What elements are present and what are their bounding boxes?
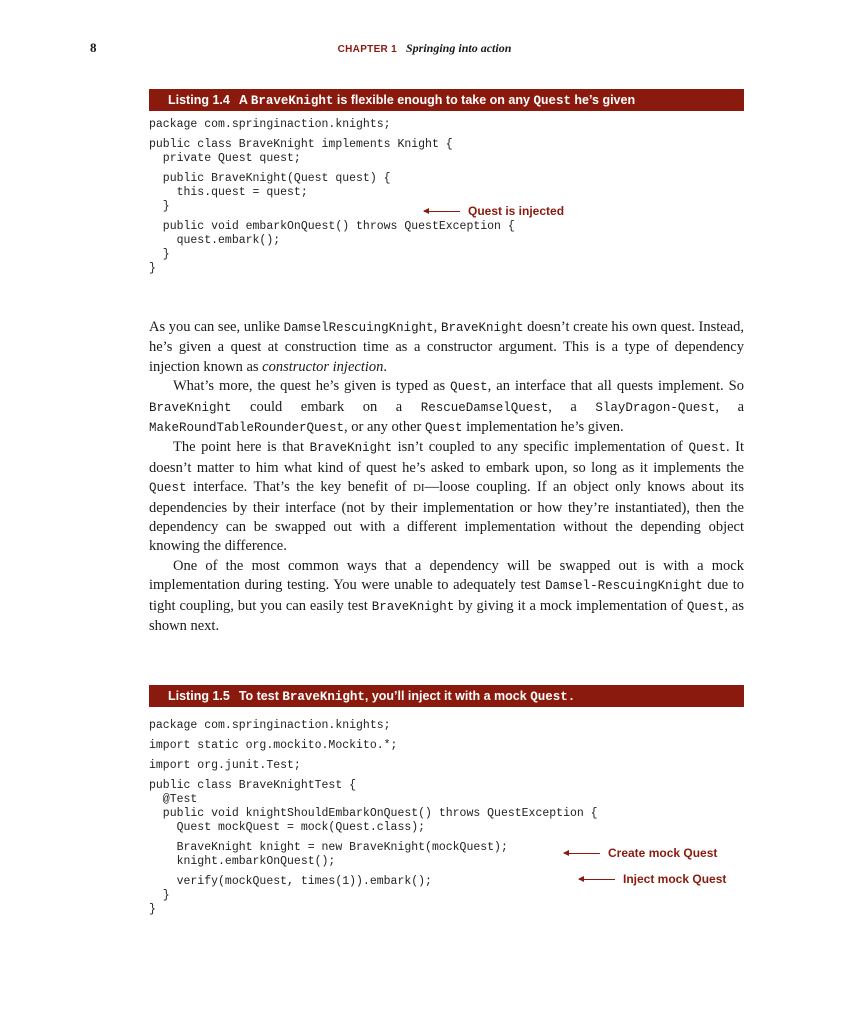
listing-label: Listing 1.4 <box>168 93 230 107</box>
callout-arrow-icon <box>579 879 615 880</box>
annotation-text: Quest is injected <box>468 204 565 218</box>
paragraph <box>149 557 744 637</box>
chapter-title: Springing into action <box>406 41 512 55</box>
code-line: import org.junit.Test; <box>149 759 301 772</box>
text-run: doesn’t create his own quest. Instead, he’s given a quest at construction time as a constructor argument. This is a type of dependency injection known as <box>149 319 744 375</box>
code-line: import static org.mockito.Mockito.*; <box>149 739 398 752</box>
running-head <box>0 41 849 56</box>
listing-caption <box>239 689 575 703</box>
text-run: , or any other <box>344 419 425 436</box>
code-line: } <box>149 248 170 261</box>
text-run: . It doesn’t matter to him what kind of quest he’s asked to embark upon, so long as it implements the <box>149 439 745 476</box>
caption-code-term: BraveKnight <box>282 690 365 704</box>
code-line: this.quest = quest; <box>149 186 308 199</box>
text-run: The point here is that <box>173 439 310 456</box>
text-run: , as shown next. <box>149 597 744 635</box>
code-line: } <box>149 200 170 213</box>
listing-label: Listing 1.5 <box>168 689 230 703</box>
inline-code: Quest <box>424 421 463 436</box>
inline-code: MakeRoundTableRounderQuest <box>149 421 345 436</box>
code-line: @Test <box>149 793 198 806</box>
inline-code: BraveKnight <box>371 599 455 614</box>
caption-code-term: Quest <box>530 690 568 704</box>
text-run: , an interface that all quests implement. So <box>487 378 744 395</box>
code-line: package com.springinaction.knights; <box>149 719 391 732</box>
text-run: by giving it a mock implementation of <box>454 597 687 614</box>
code-line: knight.embarkOnQuest(); <box>149 855 336 868</box>
code-line: } <box>149 889 170 902</box>
annotation-text: Create mock Quest <box>608 846 718 860</box>
code-line: public BraveKnight(Quest quest) { <box>149 172 391 185</box>
listing-1-5-caption-bar <box>149 685 744 707</box>
code-line: package com.springinaction.knights; <box>149 118 391 131</box>
text-run: —loose coupling. If an object only knows about its dependencies by their interface (not by their implementation or how they’re instantiated), then the dependency can be swapped out with a different implementation without the depending object knowing the difference. <box>149 479 744 555</box>
emphasis: constructor injection <box>262 358 384 375</box>
caption-code-term: BraveKnight <box>250 94 334 108</box>
inline-code: Quest <box>450 380 488 395</box>
annotation-text: Inject mock Quest <box>623 872 727 886</box>
caption-code-term: Quest <box>533 94 571 108</box>
inline-code: BraveKnight <box>309 441 393 456</box>
code-line: verify(mockQuest, times(1)).embark(); <box>149 875 432 888</box>
callout-arrow-icon <box>424 211 460 212</box>
code-line: public void embarkOnQuest() throws QuestException { <box>149 220 515 233</box>
inline-code: Quest <box>686 599 725 614</box>
text-run: isn’t coupled to any specific implementation of <box>392 439 689 456</box>
annotation-create-mock-quest <box>564 846 717 860</box>
listing-caption <box>239 93 635 107</box>
text-run: , a <box>715 398 745 415</box>
code-line: public class BraveKnightTest { <box>149 779 357 792</box>
paragraph <box>149 438 744 556</box>
paragraph <box>149 318 744 377</box>
code-line: public void knightShouldEmbarkOnQuest() throws QuestException { <box>149 807 598 820</box>
body-text <box>149 318 744 637</box>
inline-code: Damsel-RescuingKnight <box>545 579 703 594</box>
text-run: could embark on a <box>231 398 421 415</box>
inline-code: DamselRescuingKnight <box>283 321 434 335</box>
text-run: , <box>433 319 441 335</box>
code-line: } <box>149 262 156 275</box>
inline-code: RescueDamselQuest <box>420 400 549 415</box>
paragraph <box>149 377 744 438</box>
code-line: quest.embark(); <box>149 234 281 247</box>
inline-code: BraveKnight <box>440 321 524 335</box>
caption-text: he’s given <box>570 93 636 107</box>
page-number: 8 <box>90 40 97 55</box>
annotation-inject-mock-quest <box>579 872 726 886</box>
text-run: What’s more, the quest he’s given is typed as <box>173 378 451 395</box>
code-line: private Quest quest; <box>149 152 301 165</box>
text-run: . <box>383 358 388 375</box>
inline-code: Quest <box>688 441 726 456</box>
caption-text: A <box>238 93 251 107</box>
small-caps-term: DI <box>412 482 425 495</box>
inline-code: SlayDragon-Quest <box>595 400 716 415</box>
text-run: As you can see, unlike <box>149 319 284 335</box>
listing-1-5-code <box>149 719 598 917</box>
text-run: , a <box>548 398 596 415</box>
caption-text: , you’ll inject it with a mock <box>364 689 531 703</box>
annotation-quest-injected <box>424 204 564 218</box>
listing-1-4-code <box>149 118 515 276</box>
inline-code: Quest <box>149 481 187 496</box>
callout-arrow-icon <box>564 853 600 854</box>
text-run: interface. That’s the key benefit of <box>186 479 413 496</box>
code-line: } <box>149 903 156 916</box>
text-run: One of the most common ways that a dependency will be swapped out is with a mock implementation during testing. You were unable to adequately test <box>149 557 744 594</box>
caption-text: is flexible enough to take on any <box>333 93 534 107</box>
chapter-label: CHAPTER 1 <box>337 44 397 55</box>
text-run: implementation he’s given. <box>462 419 624 436</box>
text-run: due to tight coupling, but you can easily test <box>149 577 744 614</box>
caption-code-term: . <box>567 690 576 704</box>
inline-code: BraveKnight <box>149 400 232 415</box>
code-line: BraveKnight knight = new BraveKnight(mockQuest); <box>149 841 508 854</box>
code-line: Quest mockQuest = mock(Quest.class); <box>149 821 426 834</box>
caption-text: To test <box>238 689 283 703</box>
code-line: public class BraveKnight implements Knight { <box>149 138 453 151</box>
listing-1-4-caption-bar <box>149 89 744 111</box>
